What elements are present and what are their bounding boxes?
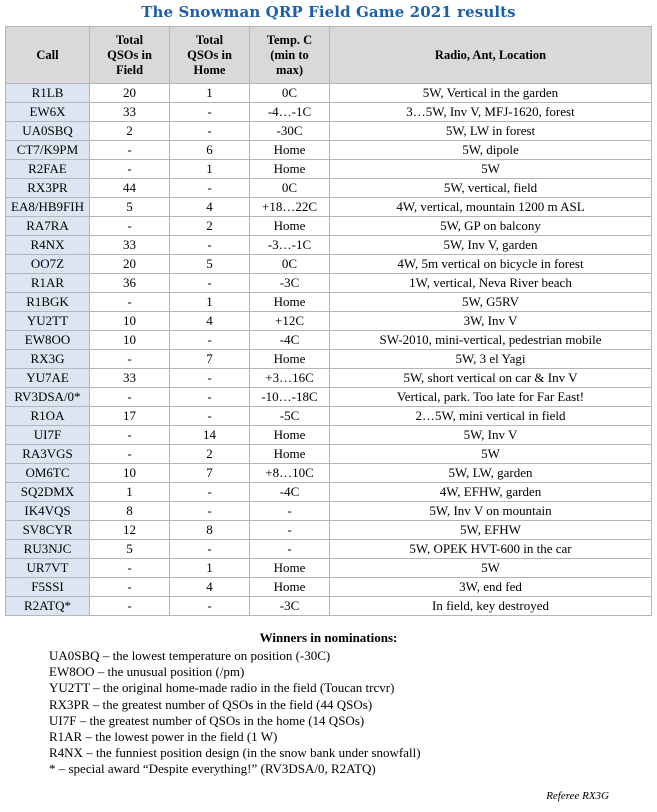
cell-call: R1AR	[6, 274, 90, 293]
cell-field-qsos: 10	[90, 464, 170, 483]
cell-temperature: -	[250, 521, 330, 540]
cell-temperature: 0C	[250, 84, 330, 103]
winner-item: R4NX – the funniest position design (in the snow bank under snowfall)	[49, 745, 421, 761]
cell-field-qsos: 20	[90, 84, 170, 103]
cell-home-qsos: -	[170, 331, 250, 350]
cell-field-qsos: 36	[90, 274, 170, 293]
cell-radio-ant-location: 3W, Inv V	[330, 312, 652, 331]
table-row	[6, 540, 652, 559]
header-temperature: Temp. C (min to max)	[250, 27, 330, 84]
winner-item: YU2TT – the original home-made radio in the field (Toucan trcvr)	[49, 680, 395, 696]
cell-field-qsos: 12	[90, 521, 170, 540]
cell-call: UI7F	[6, 426, 90, 445]
table-row	[6, 122, 652, 141]
cell-temperature: Home	[250, 426, 330, 445]
cell-temperature: -3C	[250, 274, 330, 293]
cell-temperature: -30C	[250, 122, 330, 141]
cell-call: OM6TC	[6, 464, 90, 483]
cell-temperature: Home	[250, 160, 330, 179]
cell-field-qsos: 33	[90, 236, 170, 255]
cell-temperature: -4C	[250, 331, 330, 350]
cell-home-qsos: 1	[170, 84, 250, 103]
cell-field-qsos: 10	[90, 331, 170, 350]
cell-call: YU7AE	[6, 369, 90, 388]
winners-title: Winners in nominations:	[259, 630, 398, 645]
cell-home-qsos: 6	[170, 141, 250, 160]
cell-field-qsos: 20	[90, 255, 170, 274]
cell-temperature: -3…-1C	[250, 236, 330, 255]
table-row	[6, 350, 652, 369]
cell-home-qsos: -	[170, 236, 250, 255]
cell-radio-ant-location: 5W, vertical, field	[330, 179, 652, 198]
cell-call: EW8OO	[6, 331, 90, 350]
cell-radio-ant-location: 4W, EFHW, garden	[330, 483, 652, 502]
cell-temperature: Home	[250, 445, 330, 464]
cell-radio-ant-location: 5W	[330, 445, 652, 464]
table-row	[6, 84, 652, 103]
cell-call: YU2TT	[6, 312, 90, 331]
cell-temperature: -4…-1C	[250, 103, 330, 122]
winner-item: EW8OO – the unusual position (/pm)	[49, 664, 245, 680]
cell-call: R1OA	[6, 407, 90, 426]
cell-home-qsos: -	[170, 540, 250, 559]
winner-item: RX3PR – the greatest number of QSOs in the field (44 QSOs)	[49, 696, 373, 712]
cell-temperature: Home	[250, 559, 330, 578]
cell-call: RX3PR	[6, 179, 90, 198]
cell-home-qsos: 4	[170, 198, 250, 217]
cell-radio-ant-location: 2…5W, mini vertical in field	[330, 407, 652, 426]
cell-call: OO7Z	[6, 255, 90, 274]
cell-radio-ant-location: 1W, vertical, Neva River beach	[330, 274, 652, 293]
table-row	[6, 407, 652, 426]
cell-radio-ant-location: 3…5W, Inv V, MFJ-1620, forest	[330, 103, 652, 122]
cell-call: RA7RA	[6, 217, 90, 236]
cell-temperature: Home	[250, 217, 330, 236]
cell-home-qsos: 8	[170, 521, 250, 540]
cell-temperature: 0C	[250, 255, 330, 274]
cell-field-qsos: 33	[90, 369, 170, 388]
cell-field-qsos: -	[90, 559, 170, 578]
cell-radio-ant-location: 5W	[330, 559, 652, 578]
cell-call: R2FAE	[6, 160, 90, 179]
cell-call: R4NX	[6, 236, 90, 255]
cell-radio-ant-location: 5W, Inv V, garden	[330, 236, 652, 255]
cell-radio-ant-location: 5W, LW, garden	[330, 464, 652, 483]
cell-home-qsos: -	[170, 122, 250, 141]
cell-home-qsos: 1	[170, 559, 250, 578]
cell-field-qsos: -	[90, 388, 170, 407]
cell-call: SV8CYR	[6, 521, 90, 540]
cell-field-qsos: -	[90, 350, 170, 369]
cell-radio-ant-location: 5W, OPEK HVT-600 in the car	[330, 540, 652, 559]
cell-call: RX3G	[6, 350, 90, 369]
cell-radio-ant-location: 3W, end fed	[330, 578, 652, 597]
winner-item: R1AR – the lowest power in the field (1 W)	[49, 729, 278, 745]
cell-radio-ant-location: In field, key destroyed	[330, 597, 652, 616]
cell-temperature: Home	[250, 578, 330, 597]
table-row	[6, 369, 652, 388]
cell-call: EW6X	[6, 103, 90, 122]
cell-home-qsos: -	[170, 597, 250, 616]
cell-temperature: Home	[250, 350, 330, 369]
table-row	[6, 502, 652, 521]
cell-home-qsos: -	[170, 274, 250, 293]
cell-temperature: Home	[250, 141, 330, 160]
cell-radio-ant-location: 5W	[330, 160, 652, 179]
cell-call: EA8/HB9FIH	[6, 198, 90, 217]
table-row	[6, 293, 652, 312]
table-row	[6, 274, 652, 293]
cell-home-qsos: 7	[170, 350, 250, 369]
winner-item: UA0SBQ – the lowest temperature on position (-30C)	[49, 648, 331, 663]
cell-home-qsos: 2	[170, 445, 250, 464]
cell-home-qsos: 5	[170, 255, 250, 274]
results-table	[5, 26, 652, 616]
cell-home-qsos: 2	[170, 217, 250, 236]
cell-radio-ant-location: 5W, EFHW	[330, 521, 652, 540]
cell-field-qsos: -	[90, 597, 170, 616]
cell-radio-ant-location: 5W, Inv V	[330, 426, 652, 445]
cell-field-qsos: 44	[90, 179, 170, 198]
header-call: Call	[6, 27, 90, 84]
cell-home-qsos: 4	[170, 578, 250, 597]
cell-temperature: +18…22C	[250, 198, 330, 217]
cell-field-qsos: -	[90, 141, 170, 160]
cell-field-qsos: 1	[90, 483, 170, 502]
cell-radio-ant-location: 5W, Inv V on mountain	[330, 502, 652, 521]
header-home-qsos: Total QSOs in Home	[170, 27, 250, 84]
cell-temperature: +3…16C	[250, 369, 330, 388]
table-row	[6, 312, 652, 331]
cell-radio-ant-location: 5W, dipole	[330, 141, 652, 160]
cell-temperature: -3C	[250, 597, 330, 616]
header-radio-ant-location: Radio, Ant, Location	[330, 27, 652, 84]
cell-field-qsos: -	[90, 445, 170, 464]
cell-home-qsos: 7	[170, 464, 250, 483]
table-row	[6, 217, 652, 236]
cell-temperature: -	[250, 502, 330, 521]
header-field-qsos: Total QSOs in Field	[90, 27, 170, 84]
table-row	[6, 331, 652, 350]
cell-field-qsos: 10	[90, 312, 170, 331]
cell-radio-ant-location: 5W, GP on balcony	[330, 217, 652, 236]
cell-radio-ant-location: Vertical, park. Too late for Far East!	[330, 388, 652, 407]
table-row	[6, 388, 652, 407]
cell-home-qsos: -	[170, 369, 250, 388]
cell-field-qsos: 2	[90, 122, 170, 141]
cell-temperature: 0C	[250, 179, 330, 198]
page-title: The Snowman QRP Field Game 2021 results	[141, 3, 516, 21]
cell-call: RV3DSA/0*	[6, 388, 90, 407]
cell-home-qsos: -	[170, 502, 250, 521]
table-row	[6, 483, 652, 502]
cell-radio-ant-location: 5W, 3 el Yagi	[330, 350, 652, 369]
table-row	[6, 578, 652, 597]
cell-field-qsos: 5	[90, 540, 170, 559]
cell-radio-ant-location: 5W, G5RV	[330, 293, 652, 312]
cell-call: UR7VT	[6, 559, 90, 578]
table-row	[6, 255, 652, 274]
cell-call: R2ATQ*	[6, 597, 90, 616]
table-row	[6, 464, 652, 483]
referee-signature: Referee RX3G	[546, 790, 609, 802]
cell-home-qsos: 1	[170, 160, 250, 179]
table-row	[6, 597, 652, 616]
table-row	[6, 445, 652, 464]
table-row	[6, 236, 652, 255]
cell-radio-ant-location: 4W, vertical, mountain 1200 m ASL	[330, 198, 652, 217]
cell-home-qsos: -	[170, 388, 250, 407]
cell-call: RU3NJC	[6, 540, 90, 559]
table-row	[6, 521, 652, 540]
cell-radio-ant-location: 5W, Vertical in the garden	[330, 84, 652, 103]
cell-field-qsos: -	[90, 217, 170, 236]
cell-home-qsos: -	[170, 483, 250, 502]
winners-list	[49, 648, 421, 778]
cell-call: IK4VQS	[6, 502, 90, 521]
cell-field-qsos: 5	[90, 198, 170, 217]
cell-call: CT7/K9PM	[6, 141, 90, 160]
cell-temperature: -5C	[250, 407, 330, 426]
cell-home-qsos: 4	[170, 312, 250, 331]
table-row	[6, 198, 652, 217]
cell-field-qsos: 33	[90, 103, 170, 122]
table-row	[6, 103, 652, 122]
table-row	[6, 179, 652, 198]
cell-temperature: +12C	[250, 312, 330, 331]
cell-field-qsos: 8	[90, 502, 170, 521]
cell-temperature: -10…-18C	[250, 388, 330, 407]
cell-home-qsos: -	[170, 179, 250, 198]
cell-call: F5SSI	[6, 578, 90, 597]
cell-call: R1BGK	[6, 293, 90, 312]
cell-home-qsos: 14	[170, 426, 250, 445]
cell-home-qsos: -	[170, 407, 250, 426]
cell-field-qsos: -	[90, 293, 170, 312]
table-row	[6, 426, 652, 445]
cell-temperature: +8…10C	[250, 464, 330, 483]
cell-temperature: Home	[250, 293, 330, 312]
table-header-row	[6, 27, 652, 84]
table-row	[6, 141, 652, 160]
cell-call: R1LB	[6, 84, 90, 103]
cell-temperature: -	[250, 540, 330, 559]
cell-radio-ant-location: SW-2010, mini-vertical, pedestrian mobile	[330, 331, 652, 350]
cell-radio-ant-location: 4W, 5m vertical on bicycle in forest	[330, 255, 652, 274]
cell-temperature: -4C	[250, 483, 330, 502]
cell-call: SQ2DMX	[6, 483, 90, 502]
winner-item: UI7F – the greatest number of QSOs in the home (14 QSOs)	[49, 712, 365, 728]
cell-radio-ant-location: 5W, LW in forest	[330, 122, 652, 141]
table-row	[6, 160, 652, 179]
cell-field-qsos: -	[90, 426, 170, 445]
cell-field-qsos: -	[90, 160, 170, 179]
results-body	[6, 84, 652, 616]
table-row	[6, 559, 652, 578]
cell-field-qsos: -	[90, 578, 170, 597]
cell-call: RA3VGS	[6, 445, 90, 464]
cell-home-qsos: 1	[170, 293, 250, 312]
winner-item: * – special award “Despite everything!” (RV3DSA/0, R2ATQ)	[49, 761, 376, 777]
cell-call: UA0SBQ	[6, 122, 90, 141]
cell-radio-ant-location: 5W, short vertical on car & Inv V	[330, 369, 652, 388]
cell-home-qsos: -	[170, 103, 250, 122]
cell-field-qsos: 17	[90, 407, 170, 426]
